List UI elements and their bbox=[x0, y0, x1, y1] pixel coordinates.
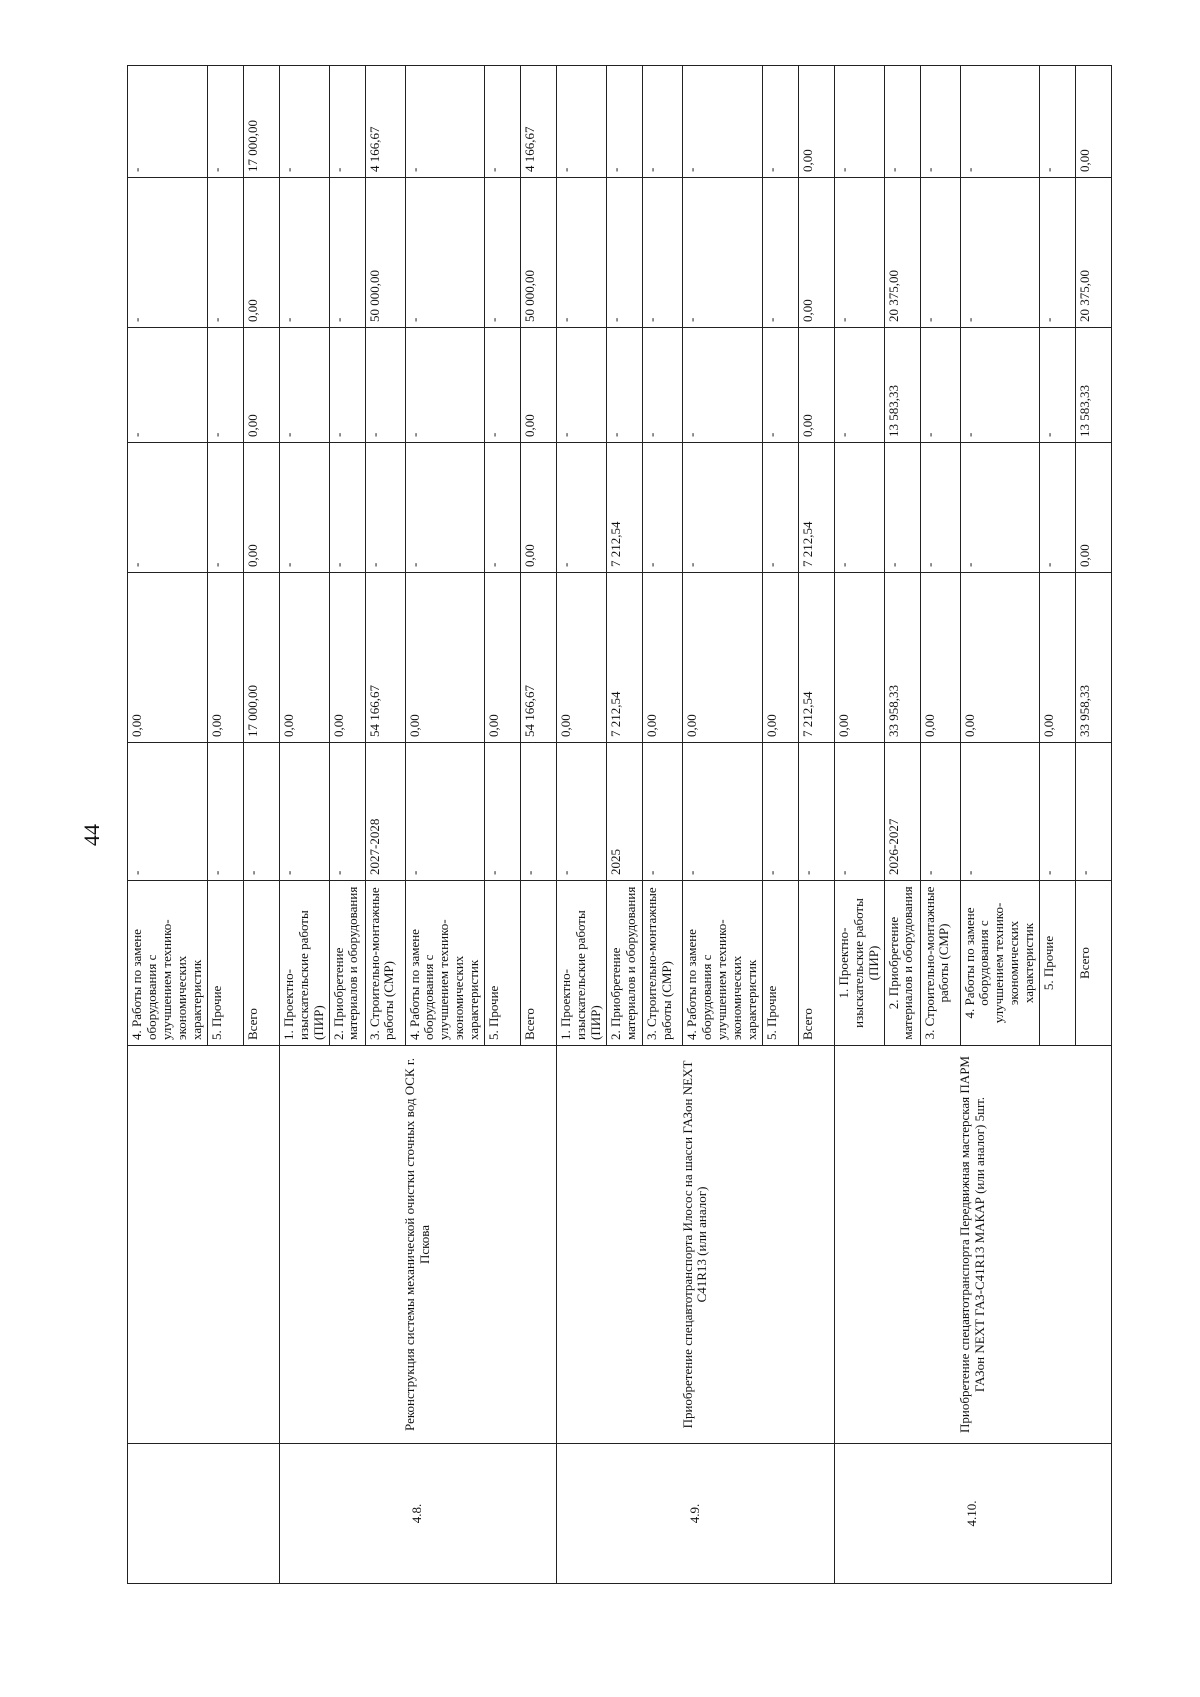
total-cost: 54 166,67 bbox=[365, 573, 405, 743]
year-cost-3: 20 375,00 bbox=[884, 178, 920, 328]
year-cost-2: 0,00 bbox=[243, 328, 279, 443]
table-row bbox=[834, 66, 884, 1584]
table-row bbox=[557, 66, 607, 1584]
cost-category: Всего bbox=[521, 881, 557, 1046]
year-cost-3: - bbox=[643, 178, 683, 328]
year-cost-4: - bbox=[683, 66, 763, 178]
year-cost-3: 50 000,00 bbox=[521, 178, 557, 328]
year-cost-1: - bbox=[329, 443, 365, 573]
implementation-years: - bbox=[485, 743, 521, 881]
implementation-years: - bbox=[243, 743, 279, 881]
year-cost-4: - bbox=[1040, 66, 1076, 178]
year-cost-1: 7 212,54 bbox=[607, 443, 643, 573]
year-cost-3: - bbox=[485, 178, 521, 328]
total-cost: 33 958,33 bbox=[884, 573, 920, 743]
implementation-years: - bbox=[960, 743, 1040, 881]
cost-category: 4. Работы по замене оборудования с улучшением технико-экономических характеристик bbox=[405, 881, 485, 1046]
year-cost-4: 0,00 bbox=[1076, 66, 1112, 178]
year-cost-2: 13 583,33 bbox=[884, 328, 920, 443]
year-cost-1: - bbox=[683, 443, 763, 573]
year-cost-4: - bbox=[960, 66, 1040, 178]
item-number: 4.8. bbox=[279, 1444, 557, 1584]
total-cost: 17 000,00 bbox=[243, 573, 279, 743]
year-cost-2: - bbox=[643, 328, 683, 443]
year-cost-2: - bbox=[1040, 328, 1076, 443]
cost-category: Всего bbox=[243, 881, 279, 1046]
year-cost-3: - bbox=[207, 178, 243, 328]
total-cost: 0,00 bbox=[405, 573, 485, 743]
year-cost-4: - bbox=[920, 66, 960, 178]
implementation-years: - bbox=[834, 743, 884, 881]
implementation-years: 2025 bbox=[607, 743, 643, 881]
total-cost: 7 212,54 bbox=[798, 573, 834, 743]
implementation-years: - bbox=[405, 743, 485, 881]
cost-category: 3. Строительно-монтажные работы (СМР) bbox=[643, 881, 683, 1046]
year-cost-3: 50 000,00 bbox=[365, 178, 405, 328]
year-cost-2: - bbox=[834, 328, 884, 443]
year-cost-3: - bbox=[683, 178, 763, 328]
item-name: Приобретение спецавтотранспорта Передвижная мастерская ПАРМ ГАЗон NEXT ГАЗ-C41R13 МАКАР (или аналог) 5шт. bbox=[834, 1046, 1112, 1444]
year-cost-1: - bbox=[960, 443, 1040, 573]
year-cost-1: 0,00 bbox=[521, 443, 557, 573]
cost-category: 5. Прочие bbox=[1040, 881, 1076, 1046]
year-cost-1: 0,00 bbox=[243, 443, 279, 573]
year-cost-1: - bbox=[920, 443, 960, 573]
implementation-years: - bbox=[1040, 743, 1076, 881]
year-cost-1: - bbox=[834, 443, 884, 573]
year-cost-1: - bbox=[279, 443, 329, 573]
implementation-years: - bbox=[920, 743, 960, 881]
year-cost-4: 0,00 bbox=[798, 66, 834, 178]
year-cost-2: - bbox=[607, 328, 643, 443]
cost-category: 4. Работы по замене оборудования с улучшением технико-экономических характеристик bbox=[128, 881, 208, 1046]
year-cost-3: - bbox=[762, 178, 798, 328]
year-cost-1: - bbox=[643, 443, 683, 573]
year-cost-1: - bbox=[1040, 443, 1076, 573]
page-number: 44 bbox=[79, 824, 104, 846]
year-cost-4: - bbox=[762, 66, 798, 178]
item-number-cell bbox=[128, 1444, 280, 1584]
year-cost-1: 7 212,54 bbox=[798, 443, 834, 573]
year-cost-4: - bbox=[128, 66, 208, 178]
implementation-years: - bbox=[128, 743, 208, 881]
total-cost: 0,00 bbox=[329, 573, 365, 743]
year-cost-1: - bbox=[405, 443, 485, 573]
year-cost-2: 13 583,33 bbox=[1076, 328, 1112, 443]
total-cost: 0,00 bbox=[1040, 573, 1076, 743]
year-cost-3: - bbox=[405, 178, 485, 328]
year-cost-4: - bbox=[329, 66, 365, 178]
year-cost-1: - bbox=[557, 443, 607, 573]
total-cost: 0,00 bbox=[920, 573, 960, 743]
investment-program-table bbox=[127, 65, 1112, 1584]
year-cost-3: - bbox=[834, 178, 884, 328]
total-cost: 33 958,33 bbox=[1076, 573, 1112, 743]
total-cost: 0,00 bbox=[485, 573, 521, 743]
year-cost-3: - bbox=[557, 178, 607, 328]
year-cost-4: - bbox=[643, 66, 683, 178]
cost-category: 5. Прочие bbox=[762, 881, 798, 1046]
year-cost-3: - bbox=[960, 178, 1040, 328]
total-cost: 7 212,54 bbox=[607, 573, 643, 743]
cost-category: 4. Работы по замене оборудования с улучшением технико-экономических характеристик bbox=[683, 881, 763, 1046]
total-cost: 0,00 bbox=[683, 573, 763, 743]
year-cost-1: - bbox=[485, 443, 521, 573]
total-cost: 0,00 bbox=[834, 573, 884, 743]
year-cost-2: - bbox=[365, 328, 405, 443]
total-cost: 0,00 bbox=[643, 573, 683, 743]
year-cost-2: - bbox=[762, 328, 798, 443]
year-cost-1: - bbox=[207, 443, 243, 573]
year-cost-4: - bbox=[884, 66, 920, 178]
year-cost-2: 0,00 bbox=[798, 328, 834, 443]
total-cost: 0,00 bbox=[279, 573, 329, 743]
year-cost-3: - bbox=[1040, 178, 1076, 328]
cost-category: 1. Проектно-изыскательские работы (ПИР) bbox=[279, 881, 329, 1046]
year-cost-4: 17 000,00 bbox=[243, 66, 279, 178]
year-cost-3: - bbox=[607, 178, 643, 328]
year-cost-4: - bbox=[279, 66, 329, 178]
year-cost-1: 0,00 bbox=[1076, 443, 1112, 573]
year-cost-4: - bbox=[834, 66, 884, 178]
year-cost-3: - bbox=[279, 178, 329, 328]
year-cost-3: 0,00 bbox=[243, 178, 279, 328]
total-cost: 0,00 bbox=[557, 573, 607, 743]
year-cost-2: - bbox=[329, 328, 365, 443]
year-cost-2: - bbox=[683, 328, 763, 443]
total-cost: 0,00 bbox=[128, 573, 208, 743]
implementation-years: 2027-2028 bbox=[365, 743, 405, 881]
cost-category: 5. Прочие bbox=[207, 881, 243, 1046]
implementation-years: - bbox=[207, 743, 243, 881]
implementation-years: - bbox=[683, 743, 763, 881]
total-cost: 0,00 bbox=[960, 573, 1040, 743]
cost-category: 2. Приобретение материалов и оборудования bbox=[607, 881, 643, 1046]
year-cost-4: - bbox=[557, 66, 607, 178]
year-cost-2: - bbox=[557, 328, 607, 443]
implementation-years: - bbox=[798, 743, 834, 881]
item-number: 4.9. bbox=[557, 1444, 835, 1584]
rotated-table-wrapper bbox=[127, 66, 1093, 1584]
item-name-cell bbox=[128, 1046, 280, 1444]
year-cost-2: - bbox=[279, 328, 329, 443]
implementation-years: 2026-2027 bbox=[884, 743, 920, 881]
implementation-years: - bbox=[521, 743, 557, 881]
year-cost-3: 0,00 bbox=[798, 178, 834, 328]
table-row bbox=[128, 66, 208, 1584]
year-cost-4: 4 166,67 bbox=[521, 66, 557, 178]
year-cost-2: - bbox=[405, 328, 485, 443]
cost-category: 2. Приобретение материалов и оборудования bbox=[884, 881, 920, 1046]
cost-category: 4. Работы по замене оборудования с улучшением технико-экономических характеристик bbox=[960, 881, 1040, 1046]
item-name: Приобретение спецавтотранспорта Илосос на шасси ГАЗон NEXT C41R13 (или аналог) bbox=[557, 1046, 835, 1444]
year-cost-2: 0,00 bbox=[521, 328, 557, 443]
implementation-years: - bbox=[643, 743, 683, 881]
year-cost-4: - bbox=[607, 66, 643, 178]
year-cost-3: - bbox=[920, 178, 960, 328]
table-row bbox=[279, 66, 329, 1584]
year-cost-2: - bbox=[485, 328, 521, 443]
year-cost-4: - bbox=[405, 66, 485, 178]
year-cost-1: - bbox=[762, 443, 798, 573]
year-cost-3: - bbox=[329, 178, 365, 328]
cost-category: 3. Строительно-монтажные работы (СМР) bbox=[920, 881, 960, 1046]
year-cost-4: - bbox=[207, 66, 243, 178]
implementation-years: - bbox=[279, 743, 329, 881]
total-cost: 0,00 bbox=[207, 573, 243, 743]
total-cost: 54 166,67 bbox=[521, 573, 557, 743]
cost-category: 1. Проектно-изыскательские работы (ПИР) bbox=[557, 881, 607, 1046]
item-number: 4.10. bbox=[834, 1444, 1112, 1584]
cost-category: 5. Прочие bbox=[485, 881, 521, 1046]
total-cost: 0,00 bbox=[762, 573, 798, 743]
year-cost-3: - bbox=[128, 178, 208, 328]
year-cost-4: - bbox=[485, 66, 521, 178]
cost-category: 3. Строительно-монтажные работы (СМР) bbox=[365, 881, 405, 1046]
item-name: Реконструкция системы механической очистки сточных вод ОСК г. Пскова bbox=[279, 1046, 557, 1444]
year-cost-2: - bbox=[207, 328, 243, 443]
cost-category: 2. Приобретение материалов и оборудования bbox=[329, 881, 365, 1046]
year-cost-1: - bbox=[884, 443, 920, 573]
year-cost-1: - bbox=[128, 443, 208, 573]
cost-category: 1. Проектно-изыскательские работы (ПИР) bbox=[834, 881, 884, 1046]
year-cost-2: - bbox=[960, 328, 1040, 443]
year-cost-1: - bbox=[365, 443, 405, 573]
year-cost-2: - bbox=[128, 328, 208, 443]
cost-category: Всего bbox=[1076, 881, 1112, 1046]
year-cost-4: 4 166,67 bbox=[365, 66, 405, 178]
year-cost-3: 20 375,00 bbox=[1076, 178, 1112, 328]
implementation-years: - bbox=[329, 743, 365, 881]
implementation-years: - bbox=[557, 743, 607, 881]
cost-category: Всего bbox=[798, 881, 834, 1046]
year-cost-2: - bbox=[920, 328, 960, 443]
implementation-years: - bbox=[1076, 743, 1112, 881]
implementation-years: - bbox=[762, 743, 798, 881]
table-body bbox=[128, 66, 1112, 1584]
